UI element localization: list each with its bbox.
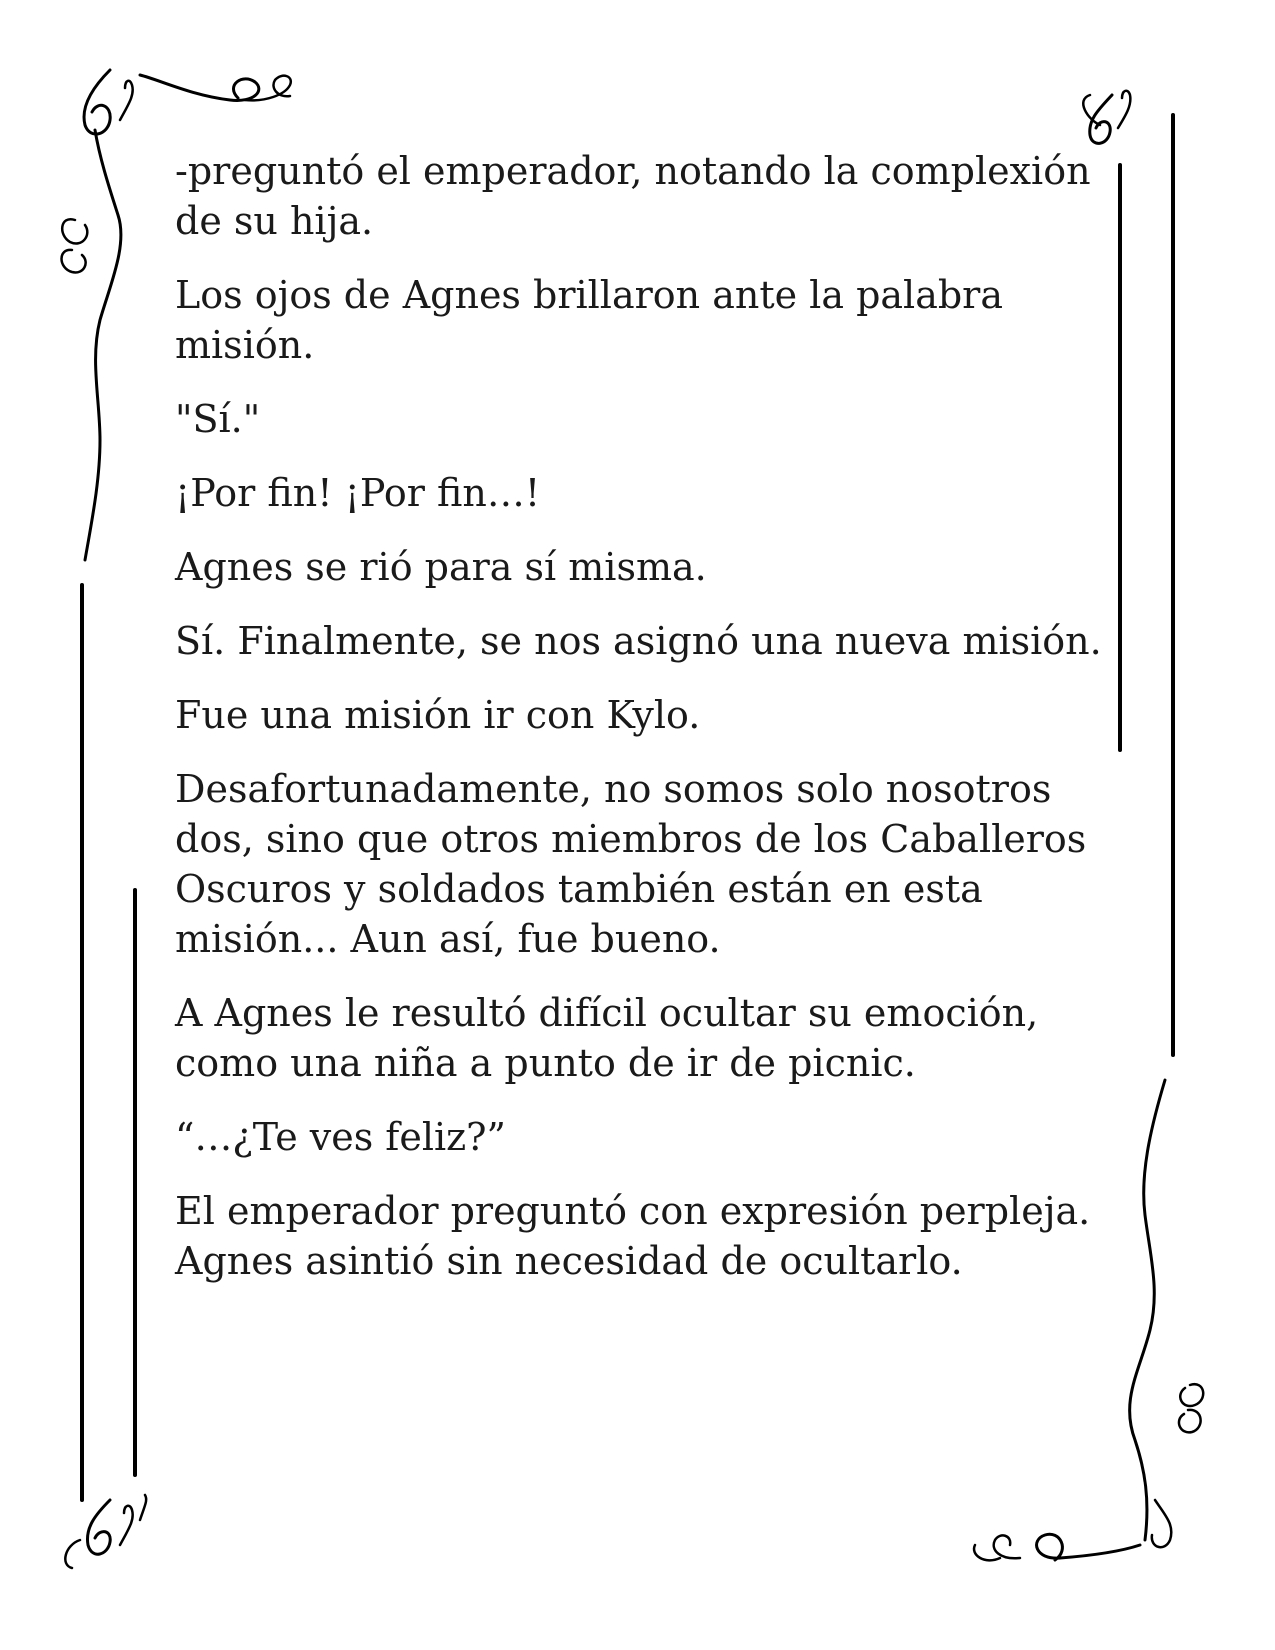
paragraph: Los ojos de Agnes brillaron ante la palabra misión. (175, 273, 1004, 367)
text-body (175, 146, 1105, 1310)
paragraph: ¡Por fin! ¡Por fin…! (175, 471, 541, 515)
paragraph: Fue una misión ir con Kylo. (175, 693, 701, 737)
paragraph: Agnes se rió para sí misma. (175, 545, 707, 589)
paragraph: Desafortunadamente, no somos solo nosotros dos, sino que otros miembros de los Caballeros Oscuros y soldados también están en esta misión... Aun así, fue bueno. (175, 767, 1087, 961)
paragraph: El emperador preguntó con expresión perpleja. Agnes asintió sin necesidad de ocultarlo. (175, 1189, 1091, 1283)
paragraph: A Agnes le resultó difícil ocultar su emoción, como una niña a punto de ir de picnic. (175, 991, 1039, 1085)
paragraph: “…¿Te ves feliz?” (175, 1115, 506, 1159)
paragraph: "Sí." (175, 397, 261, 441)
bottom-left-flourish-icon (65, 1495, 146, 1568)
paragraph: Sí. Finalmente, se nos asignó una nueva misión. (175, 619, 1102, 663)
top-right-flourish-icon (1083, 91, 1130, 144)
paragraph: -preguntó el emperador, notando la complexión de su hija. (175, 149, 1091, 243)
